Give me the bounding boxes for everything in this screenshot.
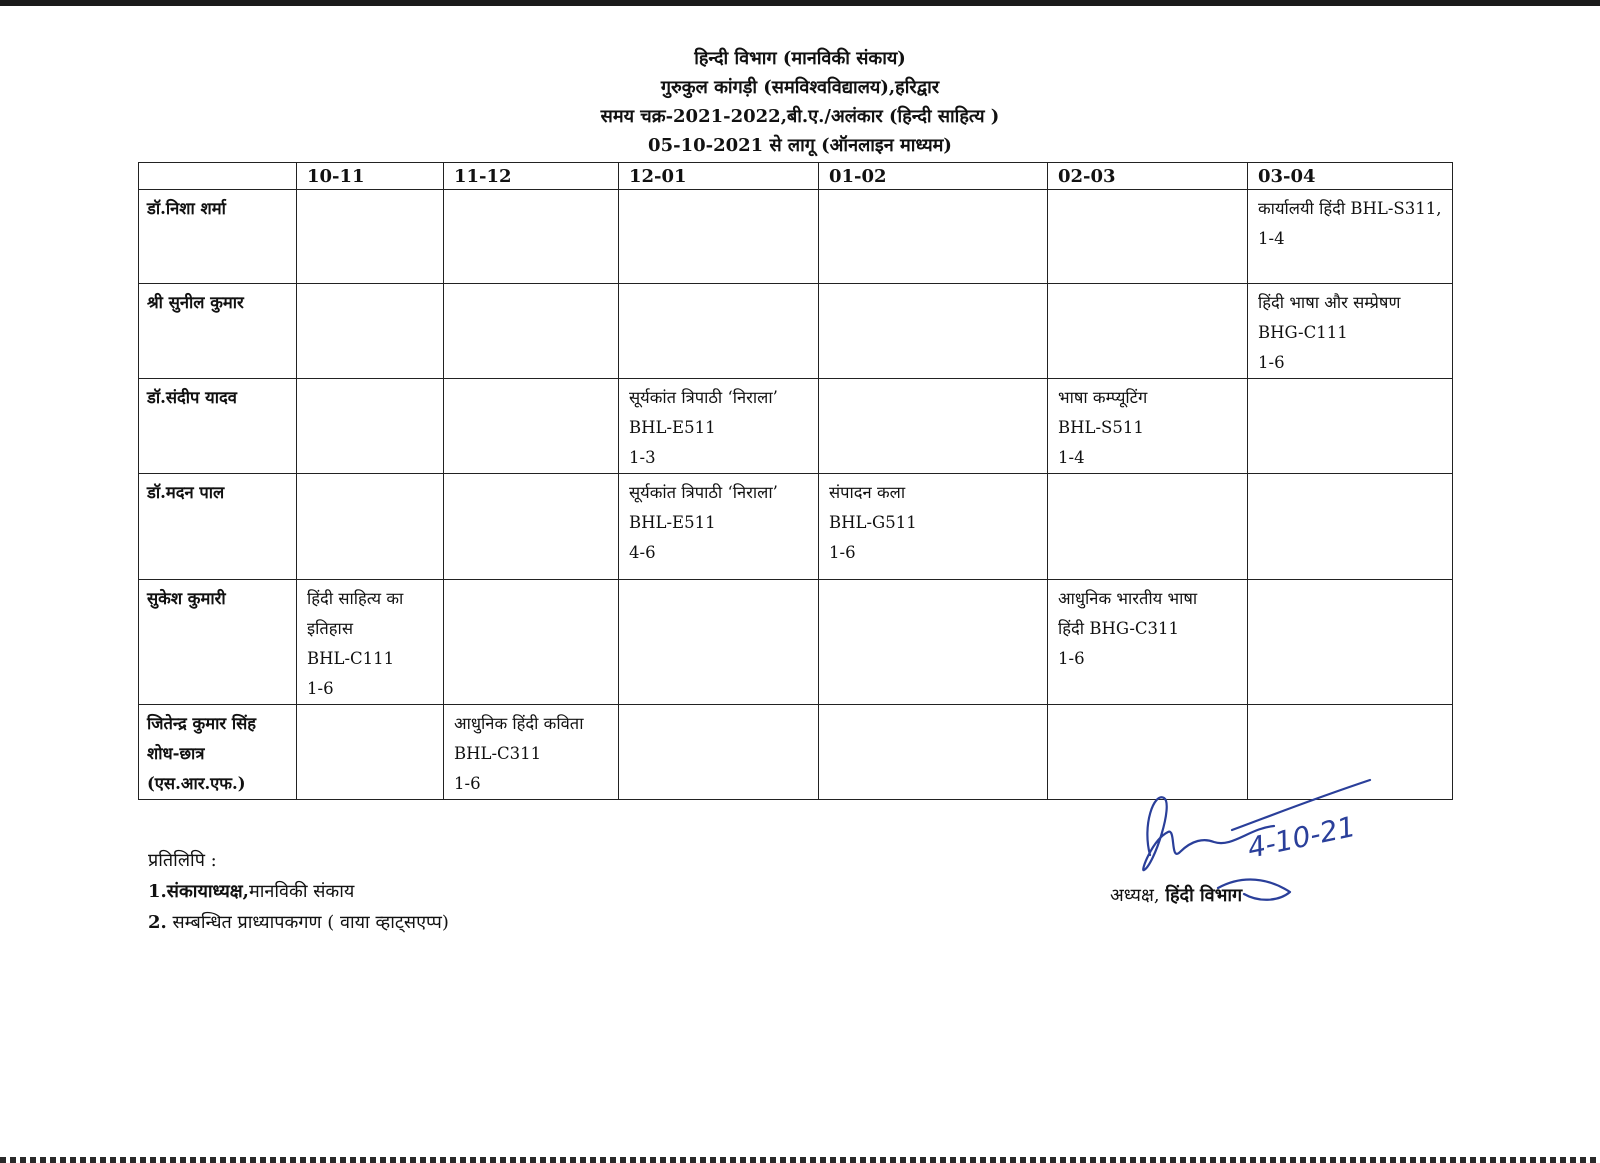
scan-bottom-edge [0, 1157, 1600, 1163]
class-cell-line: सूर्यकांत त्रिपाठी ‘निराला’ [629, 388, 778, 407]
slot-header: 03-04 [1248, 163, 1453, 190]
class-cell-line: 1-6 [307, 679, 334, 698]
slot-header: 02-03 [1048, 163, 1248, 190]
class-cell [619, 474, 819, 580]
empty-cell [819, 705, 1048, 800]
department-head-title [1110, 883, 1242, 907]
empty-cell [619, 580, 819, 705]
class-cell-line: इतिहास [307, 619, 353, 638]
class-cell-line: 1-6 [454, 774, 481, 793]
class-cell-line: संपादन कला [829, 483, 906, 502]
class-cell [619, 379, 819, 474]
class-cell-line: BHL-C111 [307, 649, 395, 668]
empty-cell [297, 474, 444, 580]
table-row [139, 379, 1453, 474]
class-cell-line: आधुनिक भारतीय भाषा [1058, 589, 1198, 608]
empty-cell [619, 284, 819, 379]
head-designation: अध्यक्ष, [1110, 885, 1166, 906]
class-cell-line: भाषा कम्प्यूटिंग [1058, 388, 1148, 407]
empty-cell [1248, 474, 1453, 580]
class-cell-line: BHL-E511 [629, 513, 716, 532]
empty-cell [819, 284, 1048, 379]
class-cell-line: BHL-S511 [1058, 418, 1144, 437]
teacher-name-line: डॉ.मदन पाल [147, 483, 225, 502]
class-cell-line: BHL-C311 [454, 744, 542, 763]
teacher-name [139, 190, 297, 284]
class-cell-line: 4-6 [629, 543, 656, 562]
copy-item-text: सम्बन्धित प्राध्यापकगण ( वाया व्हाट्सएप्प) [166, 912, 449, 933]
header-row [139, 163, 1453, 190]
head-department: हिंदी विभाग [1165, 885, 1243, 906]
class-cell-line: 1-4 [1058, 448, 1085, 467]
empty-cell [444, 379, 619, 474]
effective-date: 05-10-2021 से लागू (ऑनलाइन माध्यम) [648, 135, 952, 156]
class-cell-line: सूर्यकांत त्रिपाठी ‘निराला’ [629, 483, 778, 502]
empty-cell [819, 379, 1048, 474]
distribution-list [148, 845, 449, 938]
teacher-name [139, 284, 297, 379]
teacher-name-line: (एस.आर.एफ.) [147, 774, 246, 793]
empty-cell [1048, 190, 1248, 284]
empty-cell [297, 190, 444, 284]
class-cell-line: हिंदी साहित्य का [307, 589, 404, 608]
empty-cell [819, 190, 1048, 284]
slot-header: 12-01 [619, 163, 819, 190]
table-row [139, 284, 1453, 379]
class-cell-line: 1-6 [1058, 649, 1085, 668]
corner-header [139, 163, 297, 190]
class-cell-line: हिंदी भाषा और सम्प्रेषण [1258, 293, 1401, 312]
copy-label: प्रतिलिपि : [148, 850, 217, 871]
copy-item-number: 2. [148, 912, 167, 933]
copy-item-number: 1.संकायाध्यक्ष, [148, 881, 249, 902]
empty-cell [819, 580, 1048, 705]
class-cell-line: 1-3 [629, 448, 656, 467]
empty-cell [1048, 284, 1248, 379]
teacher-name [139, 705, 297, 800]
class-cell [1048, 379, 1248, 474]
empty-cell [297, 705, 444, 800]
teacher-name-line: जितेन्द्र कुमार सिंह [147, 714, 257, 733]
class-cell-line: BHL-E511 [629, 418, 716, 437]
copy-item-text: मानविकी संकाय [248, 881, 355, 902]
empty-cell [619, 705, 819, 800]
department-title: हिन्दी विभाग (मानविकी संकाय) [694, 48, 906, 69]
class-cell-line: 1-6 [1258, 353, 1285, 372]
table-row [139, 190, 1453, 284]
timetable-title: समय चक्र-2021-2022,बी.ए./अलंकार (हिन्दी साहित्य ) [600, 106, 1000, 127]
table-row [139, 474, 1453, 580]
teacher-name [139, 580, 297, 705]
class-cell [297, 580, 444, 705]
class-cell [1248, 190, 1453, 284]
table-row [139, 580, 1453, 705]
empty-cell [1048, 474, 1248, 580]
empty-cell [1248, 580, 1453, 705]
copy-item [148, 876, 449, 907]
scan-top-edge [0, 0, 1600, 6]
slot-header: 10-11 [297, 163, 444, 190]
class-cell [1248, 284, 1453, 379]
class-cell-line: हिंदी BHG-C311 [1058, 619, 1180, 638]
slot-header: 11-12 [444, 163, 619, 190]
empty-cell [444, 474, 619, 580]
empty-cell [444, 580, 619, 705]
class-cell-line: BHL-G511 [829, 513, 917, 532]
empty-cell [297, 284, 444, 379]
teacher-name [139, 379, 297, 474]
class-cell [444, 705, 619, 800]
class-cell-line: BHG-C111 [1258, 323, 1348, 342]
teacher-name-line: डॉ.संदीप यादव [147, 388, 237, 407]
handwritten-signature [1140, 770, 1440, 940]
class-cell-line: 1-4 [1258, 229, 1285, 248]
class-cell [819, 474, 1048, 580]
empty-cell [297, 379, 444, 474]
teacher-name-line: डॉ.निशा शर्मा [147, 199, 226, 218]
teacher-name-line: श्री सुनील कुमार [147, 293, 244, 312]
class-cell-line: कार्यालयी हिंदी BHL-S311, [1258, 199, 1442, 218]
copy-item [148, 907, 449, 938]
timetable [138, 162, 1453, 800]
teacher-name [139, 474, 297, 580]
university-title: गुरुकुल कांगड़ी (समविश्वविद्यालय),हरिद्वार [660, 77, 940, 98]
empty-cell [444, 284, 619, 379]
class-cell-line: आधुनिक हिंदी कविता [454, 714, 584, 733]
svg-text:4-10-21: 4-10-21 [1244, 809, 1359, 865]
teacher-name-line: सुकेश कुमारी [147, 589, 226, 608]
class-cell-line: 1-6 [829, 543, 856, 562]
slot-header: 01-02 [819, 163, 1048, 190]
document-header [0, 44, 1600, 160]
empty-cell [619, 190, 819, 284]
class-cell [1048, 580, 1248, 705]
empty-cell [444, 190, 619, 284]
teacher-name-line: शोध-छात्र [147, 744, 205, 763]
empty-cell [1248, 379, 1453, 474]
